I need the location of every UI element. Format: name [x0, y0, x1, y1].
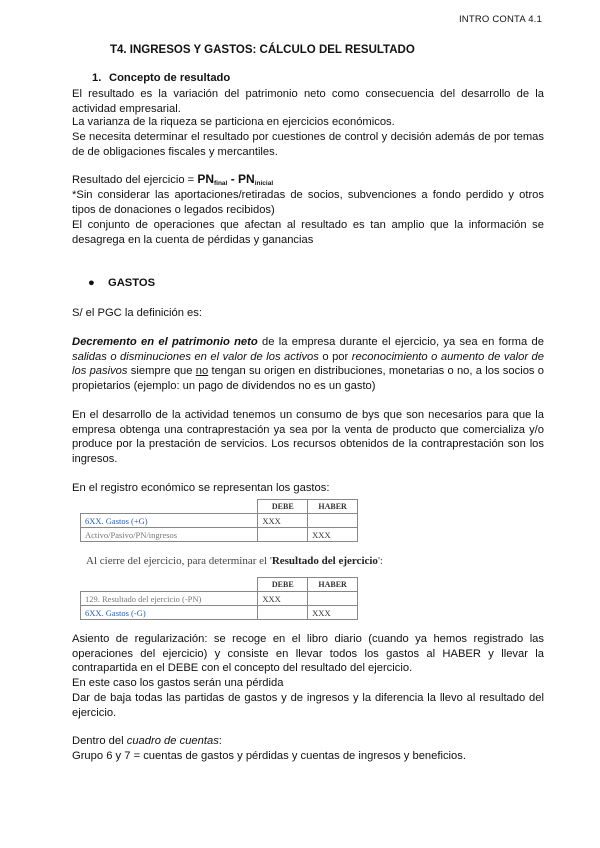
ledger-header-haber: HABER	[308, 500, 358, 514]
ledger-header	[81, 500, 258, 514]
formula-sub-inicial: inicial	[254, 180, 274, 187]
def-italic: reconocimiento o aumento de valor de	[351, 350, 545, 363]
ledger-haber	[308, 514, 358, 528]
text-line: Asiento de regularización: se recoge en el libro diario (cuando ya hemos registrado las	[72, 633, 544, 645]
def-italic: los pasivos	[72, 365, 128, 377]
text-line: Dar de baja todas las partidas de gastos y de ingresos y la diferencia la llevo al resultado del	[72, 692, 544, 704]
cierre-text: ':	[377, 555, 383, 567]
formula-sub-final: final	[213, 180, 228, 187]
ledger-header-haber: HABER	[308, 578, 358, 592]
text-line: En el desarrollo de la actividad tenemos un consumo de bys que son necesarios para que la	[72, 409, 544, 421]
def-text: de la empresa durante el ejercicio, ya sea en forma de	[257, 336, 544, 348]
text-line: ejercicio.	[72, 706, 117, 719]
cuadro-text: Dentro del	[72, 735, 127, 747]
text-line: El resultado es la variación del patrimonio neto como consecuencia del desarrollo de la	[72, 88, 544, 100]
definicion-gasto	[72, 335, 544, 393]
formula-pn-inicial: PN	[238, 172, 255, 186]
ledger-debe: XXX	[258, 514, 308, 528]
ledger-header	[81, 578, 258, 592]
def-text: tengan su origen en distribuciones, monetarias o no, a los socios o	[208, 365, 545, 377]
ledger-concept: Activo/Pasivo/PN/ingresos	[81, 528, 258, 542]
paragraph-perdida: En este caso los gastos serán una pérdida	[72, 677, 284, 689]
text-line: operaciones del ejercicio) y consiste en llevar todos los gastos al HABER y llevar la	[72, 647, 544, 660]
cierre-text: Al cierre del ejercicio, para determinar el '	[86, 555, 272, 567]
def-text: siempre que	[127, 365, 196, 377]
gastos-heading: GASTOS	[108, 277, 156, 289]
table-row	[81, 606, 358, 620]
cuadro-intro	[72, 734, 222, 749]
def-italic: salidas o disminuciones en el valor de los activos	[72, 350, 319, 363]
cierre-bold: Resultado del ejercicio	[271, 555, 378, 567]
text-line: tipos de donaciones o legados recibidos)	[72, 203, 275, 216]
grupo-cuentas: Grupo 6 y 7 = cuentas de gastos y pérdidas y cuentas de ingresos y beneficios.	[72, 750, 466, 762]
text-line: actividad empresarial.	[72, 102, 181, 115]
paragraph-varianza: La varianza de la riqueza se particiona en ejercicios económicos.	[72, 116, 395, 128]
registro-intro: En el registro económico se representan los gastos:	[72, 482, 330, 494]
ledger-table-cierre	[80, 577, 358, 620]
text-line: *Sin considerar las aportaciones/retiradas de socios, subvenciones a fondo perdido y otros	[72, 189, 544, 201]
bullet-icon: ●	[88, 277, 95, 289]
ledger-table-gastos	[80, 499, 358, 542]
ledger-haber	[308, 592, 358, 606]
table-row	[81, 528, 358, 542]
ledger-concept: 129. Resultado del ejercicio (-PN)	[81, 592, 258, 606]
formula-minus: -	[227, 172, 239, 186]
ledger-debe	[258, 528, 308, 542]
def-term: Decremento en el patrimonio neto	[72, 336, 258, 348]
paragraph-nota	[72, 188, 544, 217]
ledger-concept: 6XX. Gastos (+G)	[81, 514, 258, 528]
text-line: propietarios (ejemplo: un pago de dividendos no es un gasto)	[72, 379, 376, 392]
section-heading: Concepto de resultado	[109, 72, 231, 84]
table-row	[81, 592, 358, 606]
ledger-haber: XXX	[308, 528, 358, 542]
paragraph-baja	[72, 691, 544, 720]
text-line: Se necesita determinar el resultado por cuestiones de control y decisión además de por temas	[72, 131, 544, 143]
header-tag: INTRO CONTA 4.1	[458, 14, 542, 25]
ledger-haber: XXX	[308, 606, 358, 620]
text-line: desagrega en la cuenta de pérdidas y ganancias	[72, 233, 314, 246]
text-line	[72, 364, 544, 379]
ledger-concept: 6XX. Gastos (-G)	[81, 606, 258, 620]
def-underline: no	[195, 365, 209, 377]
paragraph-asiento	[72, 632, 544, 676]
text-line: produce por la prestación de servicios. Los recursos obtenidos de la contraprestación son los	[72, 438, 544, 450]
paragraph-necesidad	[72, 130, 544, 159]
cierre-caption	[86, 555, 383, 567]
text-line: empresa obtenga una contraprestación ya sea por la venta de producto que comercializa y/o	[72, 423, 544, 436]
text-line: ingresos.	[72, 452, 118, 465]
text-line	[72, 350, 544, 365]
text-line	[72, 335, 544, 350]
paragraph-resultado	[72, 87, 544, 116]
cuadro-text: :	[218, 735, 222, 747]
document-title: T4. INGRESOS Y GASTOS: CÁLCULO DEL RESULTADO	[110, 44, 415, 56]
ledger-debe	[258, 606, 308, 620]
ledger-header-debe: DEBE	[258, 500, 308, 514]
formula-label: Resultado del ejercicio =	[72, 174, 198, 186]
formula-pn-final: PN	[197, 172, 214, 186]
text-line: El conjunto de operaciones que afectan al resultado es tan amplio que la información se	[72, 219, 544, 231]
table-row	[81, 514, 358, 528]
section-number: 1.	[92, 72, 102, 84]
text-line: contrapartida en el DEBE con el concepto del resultado del ejercicio.	[72, 662, 413, 674]
def-text: o por	[318, 350, 352, 363]
ledger-debe: XXX	[258, 592, 308, 606]
pgc-intro: S/ el PGC la definición es:	[72, 307, 202, 319]
cuadro-italic: cuadro de cuentas	[126, 735, 219, 747]
ledger-header-debe: DEBE	[258, 578, 308, 592]
text-line: de de obligaciones fiscales y mercantiles.	[72, 145, 278, 158]
paragraph-conjunto	[72, 218, 544, 247]
paragraph-desarrollo	[72, 408, 544, 466]
